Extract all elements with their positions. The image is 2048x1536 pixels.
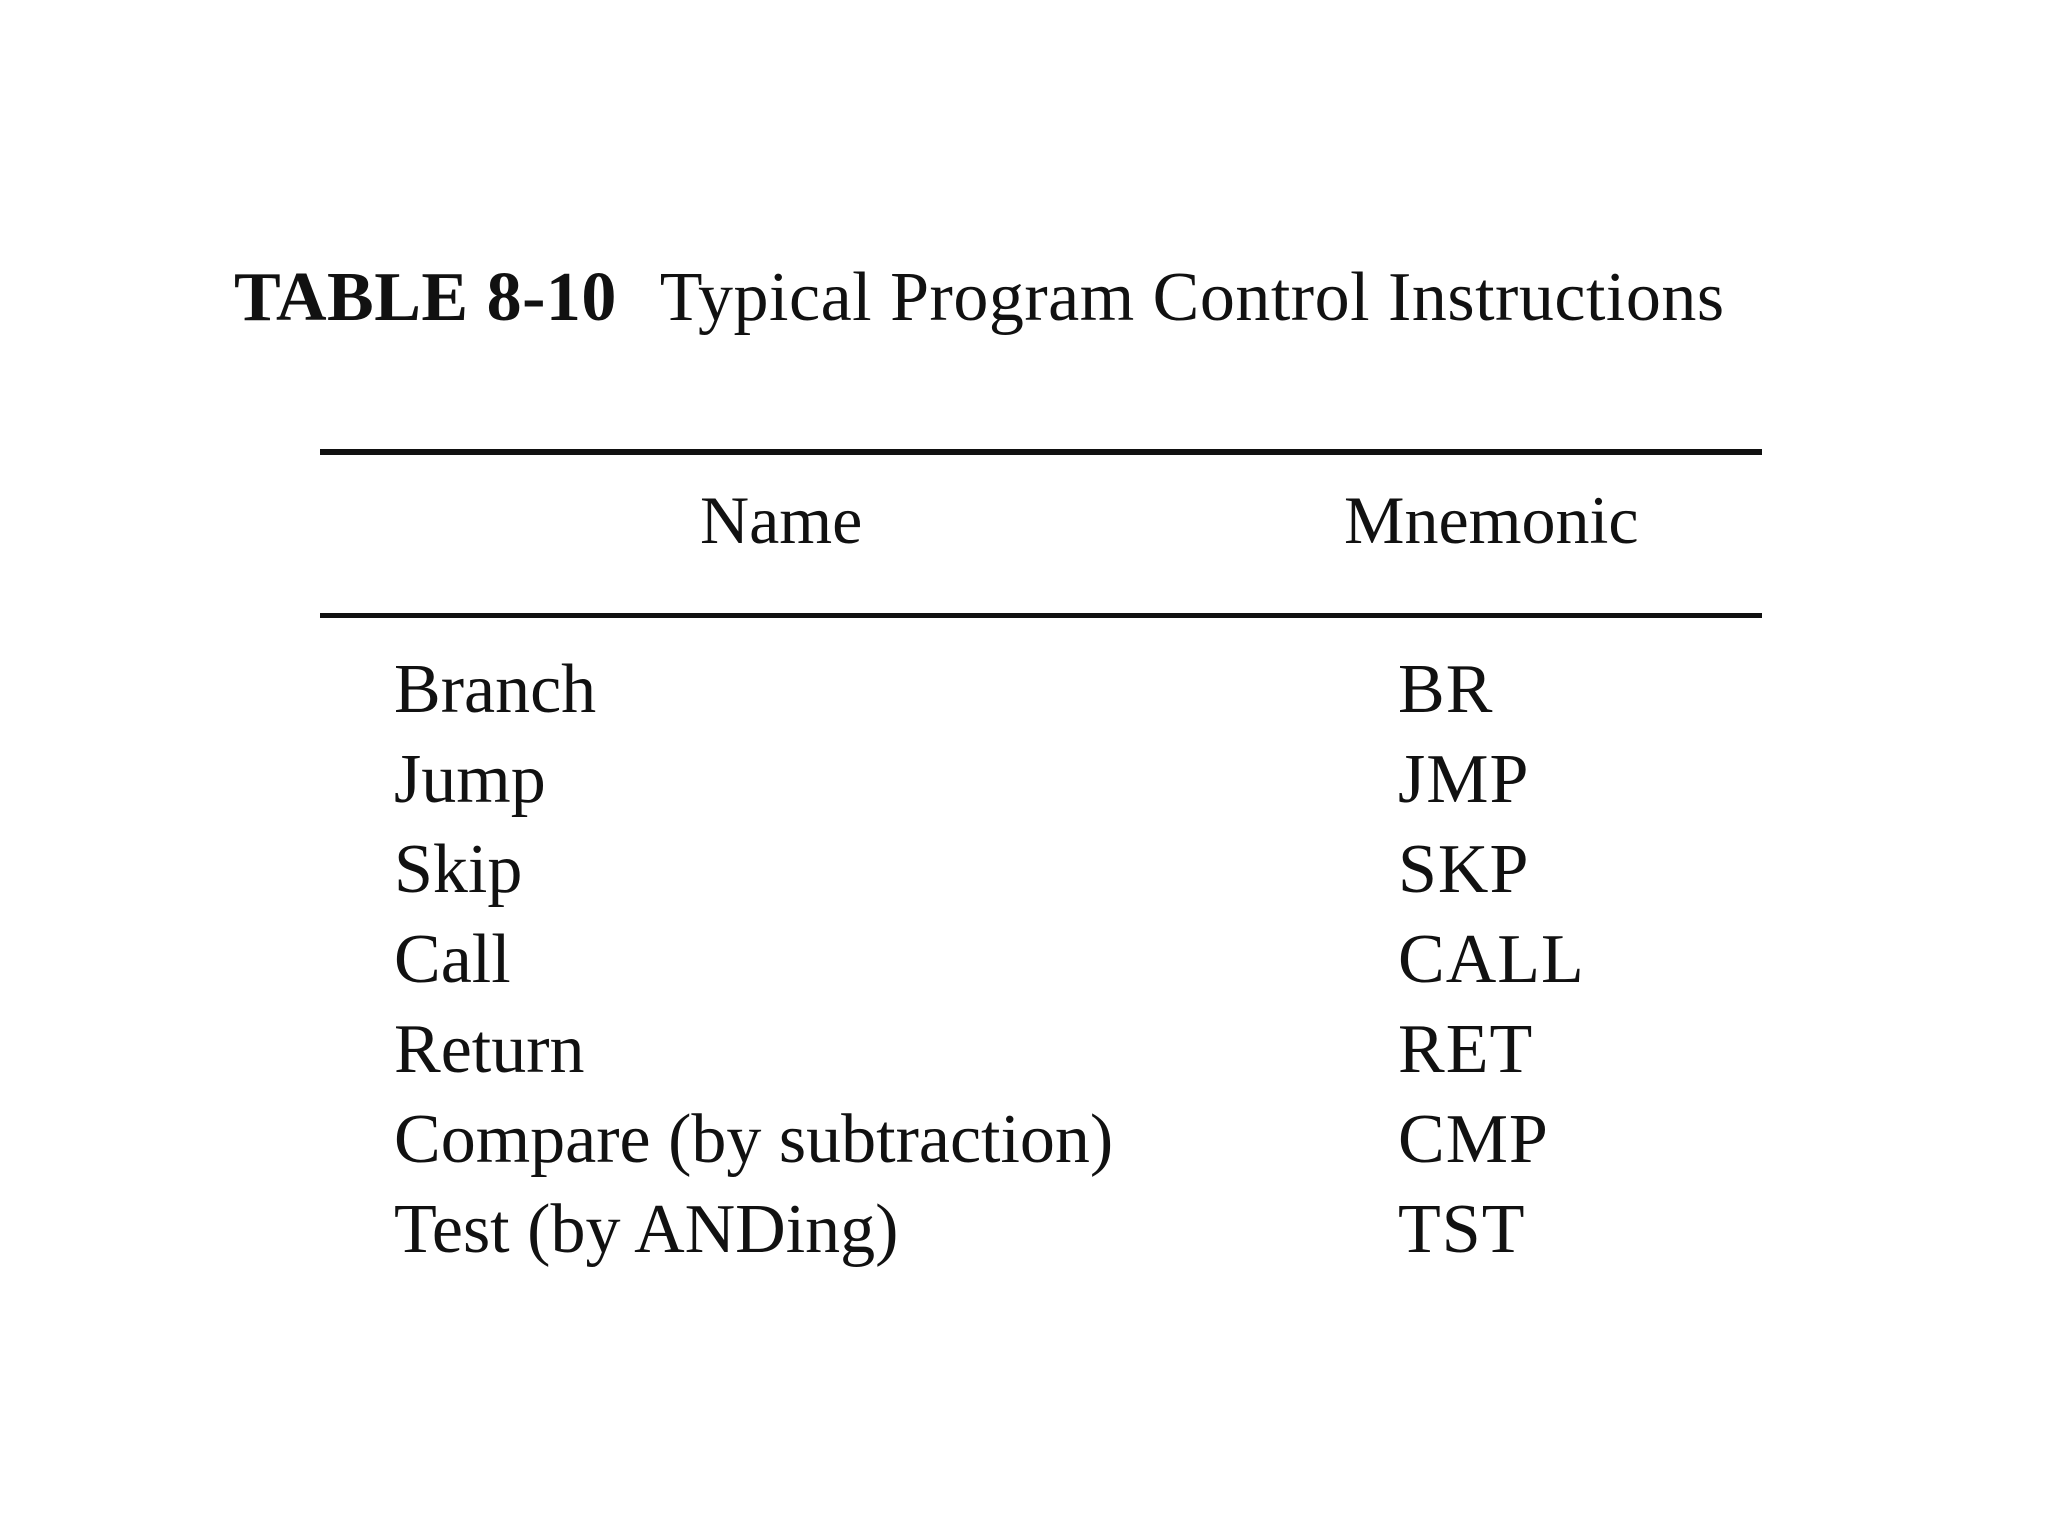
row-mnemonic-cell: CALL <box>1398 921 1585 998</box>
table-row <box>0 825 2048 915</box>
table-row <box>0 735 2048 825</box>
row-mnemonic-cell: BR <box>1398 651 1494 728</box>
row-name-cell: Compare (by subtraction) <box>394 1101 1114 1178</box>
row-mnemonic-cell: SKP <box>1398 831 1530 908</box>
table-caption <box>234 258 1834 338</box>
table-body <box>0 645 2048 1275</box>
table-top-rule <box>320 449 1762 455</box>
row-mnemonic-cell: CMP <box>1398 1101 1549 1178</box>
row-name-cell: Branch <box>394 651 597 728</box>
row-name-cell: Test (by ANDing) <box>394 1191 899 1268</box>
row-name-cell: Skip <box>394 831 523 908</box>
row-name-cell: Return <box>394 1011 585 1088</box>
table-row <box>0 1005 2048 1095</box>
table-row <box>0 915 2048 1005</box>
table-title: Typical Program Control Instructions <box>659 259 1725 336</box>
row-name-cell: Call <box>394 921 511 998</box>
table-row <box>0 645 2048 735</box>
row-name-cell: Jump <box>394 741 546 818</box>
column-header-mnemonic: Mnemonic <box>1344 482 1639 558</box>
column-header-name: Name <box>700 482 863 558</box>
row-mnemonic-cell: TST <box>1398 1191 1526 1268</box>
row-mnemonic-cell: JMP <box>1398 741 1530 818</box>
row-mnemonic-cell: RET <box>1398 1011 1534 1088</box>
header-divider-rule <box>320 613 1762 618</box>
table-row <box>0 1185 2048 1275</box>
table-number: TABLE 8-10 <box>234 259 617 336</box>
table-row <box>0 1095 2048 1185</box>
